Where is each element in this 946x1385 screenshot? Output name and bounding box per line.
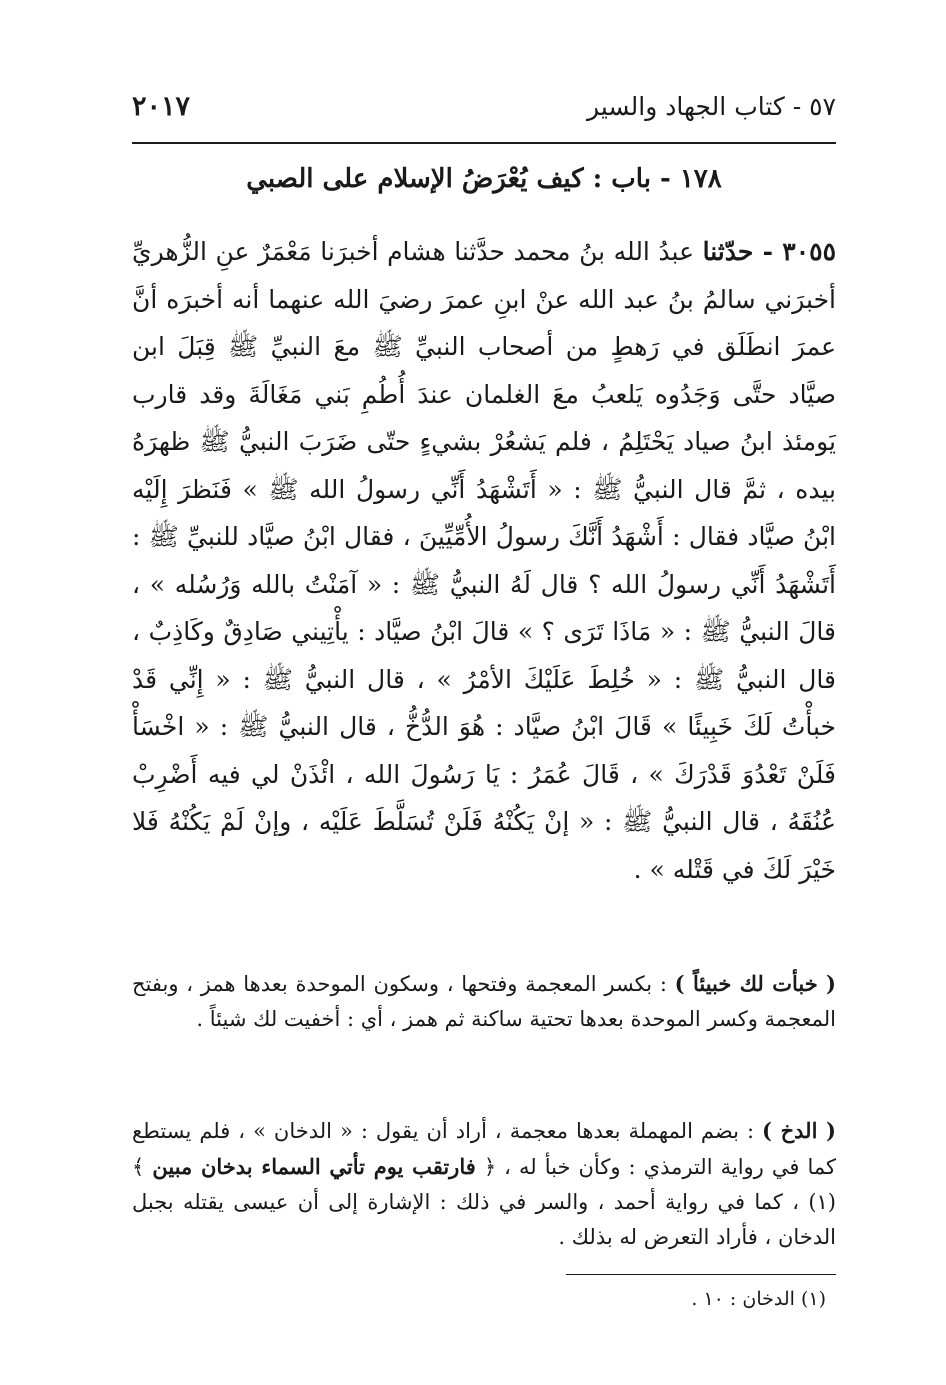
commentary-text-1: : بكسر المعجمة وفتحها ، وسكون الموحدة بعدها همز ، وبفتح المعجمة وكسر الموحدة بعدها تحتية ساكنة ثم همز ، أي : أخفيت لك شيئاً . <box>132 972 836 1031</box>
commentary-term-2: ( الدخ ) <box>762 1118 836 1143</box>
running-header <box>132 88 836 124</box>
page-number: ٢٠١٧ <box>132 90 191 122</box>
hadith-body-text: عبدُ الله بنُ محمد حدَّثنا هشام أخبرَنا مَعْمَرٌ عنِ الزُّهريِّ أخبرَني سالمُ بنُ عبد الله عنْ ابنِ عمرَ رضيَ الله عنهما أنه أخبرَه أنَّ عمرَ انطَلَق في رَهطٍ من أصحاب النبيِّ ﷺ معَ النبيِّ ﷺ قِبَلَ ابن صيَّاد حتَّى وَجَدُوه يَلعبُ معَ الغلمان عندَ أُطُمِ بَني مَغَالَةَ وقد قارب يَومئذ ابنُ صياد يَحْتَلِمُ ، فلم يَشعُرْ بشيءٍ حتّى ضَرَبَ النبيُّ ﷺ ظهرَهُ بيده ، ثمَّ قال النبيُّ ﷺ : « أَتَشْهَدُ أَنِّي رسولُ الله ﷺ » فَنَظرَ إِلَيْه ابْنُ صيَّاد فقال : أَشْهَدُ أَنَّكَ رسولُ الأُمِّيِّينَ ، فقال ابْنُ صيَّاد للنبيِّ ﷺ : أَتَشْهَدُ أَنِّي رسولُ الله ؟ قال لَهُ النبيُّ ﷺ : « آمَنْتُ بالله وَرُسُله » ، قالَ النبيُّ ﷺ : « مَاذَا تَرَى ؟ » قالَ ابْنُ صيَّاد : يأْتِيني صَادِقٌ وكَاذِبٌ ، قال النبيُّ ﷺ : « خُلِطَ عَلَيْكَ الأمْرُ » ، قال النبيُّ ﷺ : « إِنِّي قَدْ خبأْتُ لَكَ خَبِيئًا » قَالَ ابْنُ صيَّاد : هُوَ الدُّخُّ ، قال النبيُّ ﷺ : « اخْسَأْ فَلَنْ تَعْدُوَ قَدْرَكَ » ، قَالَ عُمَرُ : يَا رَسُولَ الله ، ائْذَنْ لي فيه أَضْرِبْ عُنُقَهُ ، قال النبيُّ ﷺ : « إنْ يَكُنْهُ فَلَنْ تُسَلَّطَ عَلَيْه ، وإنْ لَمْ يَكُنْهُ فَلا خَيْرَ لَكَ في قَتْله » . <box>132 237 836 884</box>
running-title: ٥٧ - كتاب الجهاد والسير <box>587 91 836 121</box>
hadith-text <box>132 228 836 893</box>
commentary-text-2b: ﴾ (١) ، كما في رواية أحمد ، والسر في ذلك : الإشارة إلى أن عيسى يقتله بجبل الدخان ، فأراد التعرض له بذلك . <box>132 1155 836 1249</box>
book-page <box>132 88 836 1328</box>
chapter-title: ١٧٨ - باب : كيف يُعْرَضُ الإسلام على الصبي <box>246 164 722 194</box>
commentary-note-1 <box>132 966 836 1037</box>
hadith-number: ٣٠٥٥ - حدّثنا <box>702 237 836 266</box>
header-divider <box>132 142 836 144</box>
quran-quote: فارتقب يوم تأتي السماء بدخان مبين <box>152 1154 476 1179</box>
commentary-text-2a: : بضم المهملة بعدها معجمة ، أراد أن يقول : « الدخان » ، فلم يستطع كما في رواية الترمذي : وكأن خبأ له ، ﴿ <box>132 1119 837 1179</box>
footnote: (١) الدخان : ١٠ . <box>691 1288 826 1310</box>
commentary-note-2 <box>132 1113 836 1255</box>
footnote-divider <box>566 1274 836 1275</box>
commentary-term-1: ( خبأت لك خبيئاً ) <box>674 971 836 996</box>
